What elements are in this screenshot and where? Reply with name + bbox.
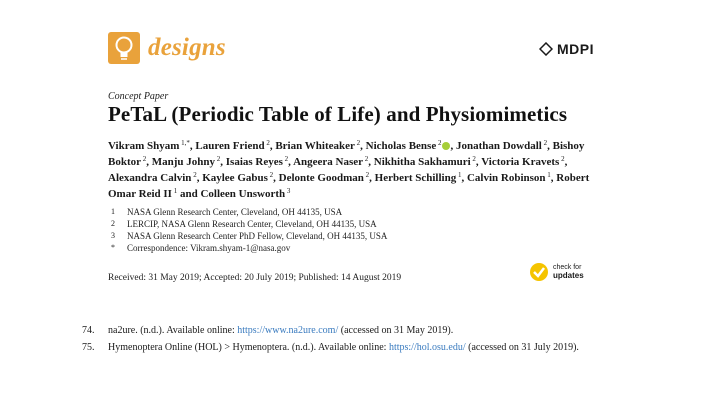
author-name: Vikram Shyam xyxy=(108,140,180,152)
author: Bishoy Boktor $^2$, xyxy=(108,140,585,168)
lightbulb-icon xyxy=(108,32,140,64)
affiliation-marker: 3 xyxy=(111,231,115,240)
author: Kaylee Gabus $^2$, xyxy=(199,171,276,184)
author-name: Jonathan Dowdall xyxy=(453,140,542,152)
affiliation xyxy=(111,206,387,218)
reference-number: 75. xyxy=(82,342,95,353)
journal-header xyxy=(108,32,226,64)
author: Lauren Friend $^2$, xyxy=(192,139,273,152)
author-name: Angeera Naser xyxy=(290,156,364,168)
affiliation-text: NASA Glenn Research Center, Cleveland, OH 44135, USA xyxy=(127,207,343,217)
author-name: Lauren Friend xyxy=(192,140,265,152)
author-affiliation-marker: 1 xyxy=(171,187,178,195)
author: Isaias Reyes $^2$, xyxy=(223,155,291,168)
author xyxy=(198,188,291,200)
author-name: Isaias Reyes xyxy=(223,156,283,168)
author-affiliation-marker: 2 xyxy=(363,171,370,179)
check-for-updates-badge[interactable] xyxy=(529,262,584,282)
reference-text: na2ure. (n.d.). Available online: https://www.na2ure.com/ (accessed on 31 May 2019). xyxy=(108,325,454,336)
author-affiliation-marker: 2 xyxy=(541,139,548,147)
reference-item xyxy=(82,322,642,339)
author-name: Kaylee Gabus xyxy=(199,172,268,184)
author-affiliation-marker: 1 xyxy=(545,171,551,179)
paper-title: PeTaL (Periodic Table of Life) and Physiomimetics xyxy=(108,102,568,126)
author-name: Robert Omar Reid II xyxy=(108,172,590,200)
author-name: Manju Johny xyxy=(149,156,216,168)
author-name: Delonte Goodman xyxy=(275,172,364,184)
author-name: Herbert Schilling xyxy=(371,172,457,184)
author-affiliation-marker: 2 xyxy=(559,155,565,163)
author: Brian Whiteaker $^2$, xyxy=(272,139,363,152)
author-affiliation-marker: 2 xyxy=(141,155,147,163)
author: Victoria Kravets $^2$, xyxy=(478,155,568,168)
author: Vikram Shyam $^{1,*}$, xyxy=(108,139,193,152)
author-affiliation-marker: 2 xyxy=(264,139,270,147)
check-for-updates-icon xyxy=(529,262,549,282)
author-affiliation-marker: 2 xyxy=(282,155,289,163)
check-updates-line1: check for xyxy=(553,263,582,271)
author-affiliation-marker: 2 xyxy=(191,171,197,179)
reference-number: 74. xyxy=(82,325,95,336)
author-affiliation-marker: 1,* xyxy=(179,139,190,147)
affiliation xyxy=(111,242,387,254)
author-affiliation-marker: 2 xyxy=(354,139,361,147)
mdpi-logo-icon xyxy=(539,42,553,56)
affiliation-list xyxy=(111,206,387,254)
author-affiliation-marker: 2 xyxy=(215,155,221,163)
check-updates-line2: updates xyxy=(553,270,584,280)
author-name: Calvin Robinson xyxy=(464,172,546,184)
affiliation-marker: 2 xyxy=(111,219,115,228)
author-name: Nicholas Bense xyxy=(362,140,437,152)
affiliation xyxy=(111,218,387,230)
author-affiliation-marker: 2 xyxy=(267,171,274,179)
author: Calvin Robinson $^1$, xyxy=(464,171,554,184)
author: Alexandra Calvin $^2$, xyxy=(108,171,200,184)
author-affiliation-marker: 2 xyxy=(436,139,442,147)
publication-dates: Received: 31 May 2019; Accepted: 20 July 2019; Published: 14 August 2019 xyxy=(108,273,402,283)
journal-name[interactable]: designs xyxy=(148,34,226,61)
paper-type: Concept Paper xyxy=(108,91,169,102)
author-name: Nikhitha Sakhamuri xyxy=(371,156,471,168)
publisher-logo[interactable] xyxy=(539,41,594,57)
affiliation-marker: * xyxy=(111,243,115,252)
author-name: Alexandra Calvin xyxy=(108,172,192,184)
publisher-name: MDPI xyxy=(557,41,594,57)
author: Herbert Schilling $^1$, xyxy=(371,171,465,184)
author: Nicholas Bense $^2$ , xyxy=(362,139,454,152)
affiliation-text: Correspondence: Vikram.shyam-1@nasa.gov xyxy=(127,243,291,253)
affiliation-text: NASA Glenn Research Center PhD Fellow, Cleveland, OH 44135, USA xyxy=(127,231,388,241)
author: Angeera Naser $^2$, xyxy=(290,155,372,168)
reference-link[interactable]: https://www.na2ure.com/ xyxy=(237,325,339,336)
author: Manju Johny $^2$, xyxy=(149,155,224,168)
author-affiliation-marker: 1 xyxy=(456,171,462,179)
reference-link[interactable]: https://hol.osu.edu/ xyxy=(388,342,466,353)
author-affiliation-marker: 3 xyxy=(285,187,291,195)
author: Nikhitha Sakhamuri $^2$, xyxy=(371,155,479,168)
affiliation-marker: 1 xyxy=(111,207,115,216)
author-name: Brian Whiteaker xyxy=(272,140,355,152)
author-name: Bishoy Boktor xyxy=(108,140,585,168)
reference-text: Hymenoptera Online (HOL) > Hymenoptera. (n.d.). Available online: https://hol.osu.edu/ (accessed on 31 July 2019). xyxy=(108,342,579,353)
affiliation xyxy=(111,230,387,242)
author-list xyxy=(108,138,598,202)
reference-item xyxy=(82,339,642,356)
author: Jonathan Dowdall $^2$, xyxy=(453,139,550,152)
author-name: Victoria Kravets xyxy=(478,156,560,168)
reference-list xyxy=(82,322,642,356)
author: Delonte Goodman $^2$, xyxy=(275,171,372,184)
author: Robert Omar Reid II $^1$ and xyxy=(108,172,590,200)
author-affiliation-marker: 2 xyxy=(363,155,369,163)
affiliation-text: LERCIP, NASA Glenn Research Center, Cleveland, OH 44135, USA xyxy=(127,219,377,229)
author-affiliation-marker: 2 xyxy=(470,155,476,163)
author-name: Colleen Unsworth xyxy=(197,188,286,200)
